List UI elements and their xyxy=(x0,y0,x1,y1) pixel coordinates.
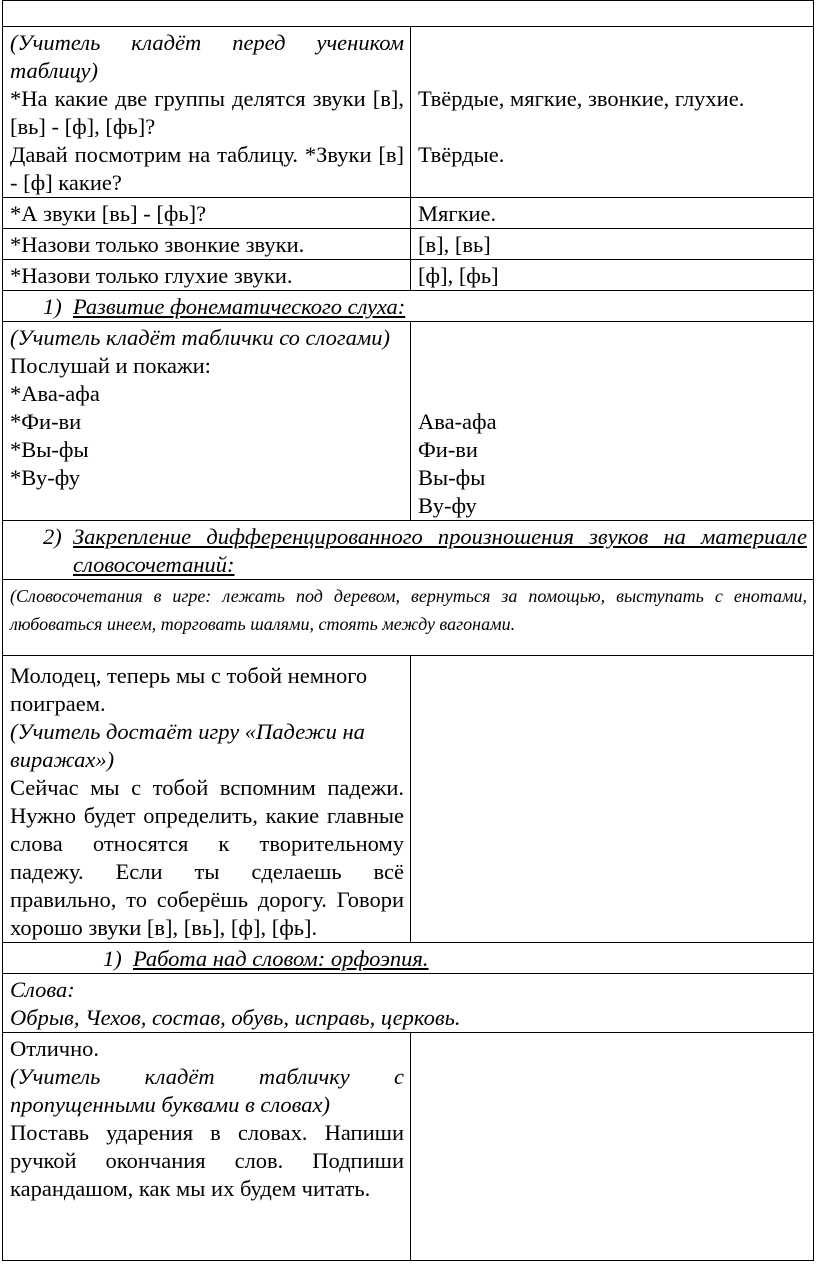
syllable-answer: Вы-фы xyxy=(418,465,486,490)
teacher-cell xyxy=(3,656,411,943)
student-cell xyxy=(411,656,814,943)
question-cell: *А звуки [вь] - [фь]? xyxy=(3,198,411,229)
question-cell: *Назови только звонкие звуки. xyxy=(3,229,411,260)
question-cell: *Назови только глухие звуки. xyxy=(3,260,411,291)
section-number: 1) xyxy=(43,294,62,319)
section-heading xyxy=(3,521,814,580)
game-instruction: Сейчас мы с тобой вспомним падежи. Нужно будет определить, какие главные слова относятся к творительному падежу. Если ты сделаешь всё правильно, то соберёшь дорогу. Говори хорошо звуки [в], [вь], [ф], [фь]. xyxy=(10,775,404,940)
student-cell xyxy=(411,1033,814,1261)
section-row xyxy=(3,943,814,974)
answer-groups: Твёрдые, мягкие, звонкие, глухие. xyxy=(418,86,745,111)
syllable-item: *Фи-ви xyxy=(10,409,82,434)
top-empty-cell xyxy=(3,1,814,27)
words-label: Слова: xyxy=(10,977,75,1002)
question-groups: *На какие две группы делятся звуки [в], [вь] - [ф], [фь]? xyxy=(10,86,404,139)
words-cell xyxy=(3,974,814,1033)
syllable-answer: Ву-фу xyxy=(418,493,477,518)
question-table: Давай посмотрим на таблицу. *Звуки [в] - [ф] какие? xyxy=(10,142,404,195)
teacher-note: (Учитель кладёт таблички со слогами) xyxy=(10,325,390,350)
teacher-note: (Учитель достаёт игру «Падежи на виражах») xyxy=(10,719,365,772)
section-number: 2) xyxy=(43,524,62,549)
table-row-game xyxy=(3,656,814,943)
table-row-stress xyxy=(3,1033,814,1261)
lesson-table xyxy=(2,0,814,1261)
section-title: Работа над словом: орфоэпия. xyxy=(133,946,429,971)
words-row xyxy=(3,974,814,1033)
teacher-cell xyxy=(3,1033,411,1261)
instruction: Послушай и покажи: xyxy=(10,353,211,378)
answer-hard: Твёрдые. xyxy=(418,142,505,167)
table-row xyxy=(3,229,814,260)
answer-cell: [в], [вь] xyxy=(411,229,814,260)
stress-instruction: Поставь ударения в словах. Напиши ручкой окончания слов. Подпиши карандашом, как мы их будем читать. xyxy=(10,1120,404,1201)
teacher-cell xyxy=(3,322,411,521)
section-heading xyxy=(3,943,814,974)
table-row-syllables xyxy=(3,322,814,521)
section-title: Закрепление дифференцированного произношения звуков на материале словосочетаний: xyxy=(73,524,807,577)
teacher-cell xyxy=(3,27,411,198)
teacher-note: (Учитель кладёт перед учеником таблицу) xyxy=(10,30,404,83)
section-title: Развитие фонематического слуха: xyxy=(73,294,406,319)
answer-cell: [ф], [фь] xyxy=(411,260,814,291)
teacher-note: (Учитель кладёт табличку с пропущенными буквами в словах) xyxy=(10,1064,404,1117)
table-row xyxy=(3,260,814,291)
syllable-answer: Ава-афа xyxy=(418,409,497,434)
table-row-top xyxy=(3,1,814,27)
table-row-groups xyxy=(3,27,814,198)
syllable-item: *Вы-фы xyxy=(10,437,89,462)
student-cell xyxy=(411,322,814,521)
words-list: Обрыв, Чехов, состав, обувь, исправь, церковь. xyxy=(10,1005,461,1030)
syllable-answer: Фи-ви xyxy=(418,437,478,462)
syllable-item: *Ву-фу xyxy=(10,465,80,490)
praise-text: Молодец, теперь мы с тобой немного поиграем. xyxy=(10,663,368,716)
syllable-item: *Ава-афа xyxy=(10,381,100,406)
section-row xyxy=(3,291,814,322)
section-heading xyxy=(3,291,814,322)
phrases-cell: (Словосочетания в игре: лежать под деревом, вернуться за помощью, выступать с енотами, любоваться инеем, торговать шалями, стоять между вагонами. xyxy=(3,580,814,656)
section-number: 1) xyxy=(103,946,122,971)
student-cell xyxy=(411,27,814,198)
praise-text: Отлично. xyxy=(10,1036,100,1061)
phrases-row xyxy=(3,580,814,656)
table-row xyxy=(3,198,814,229)
answer-cell: Мягкие. xyxy=(411,198,814,229)
section-row xyxy=(3,521,814,580)
